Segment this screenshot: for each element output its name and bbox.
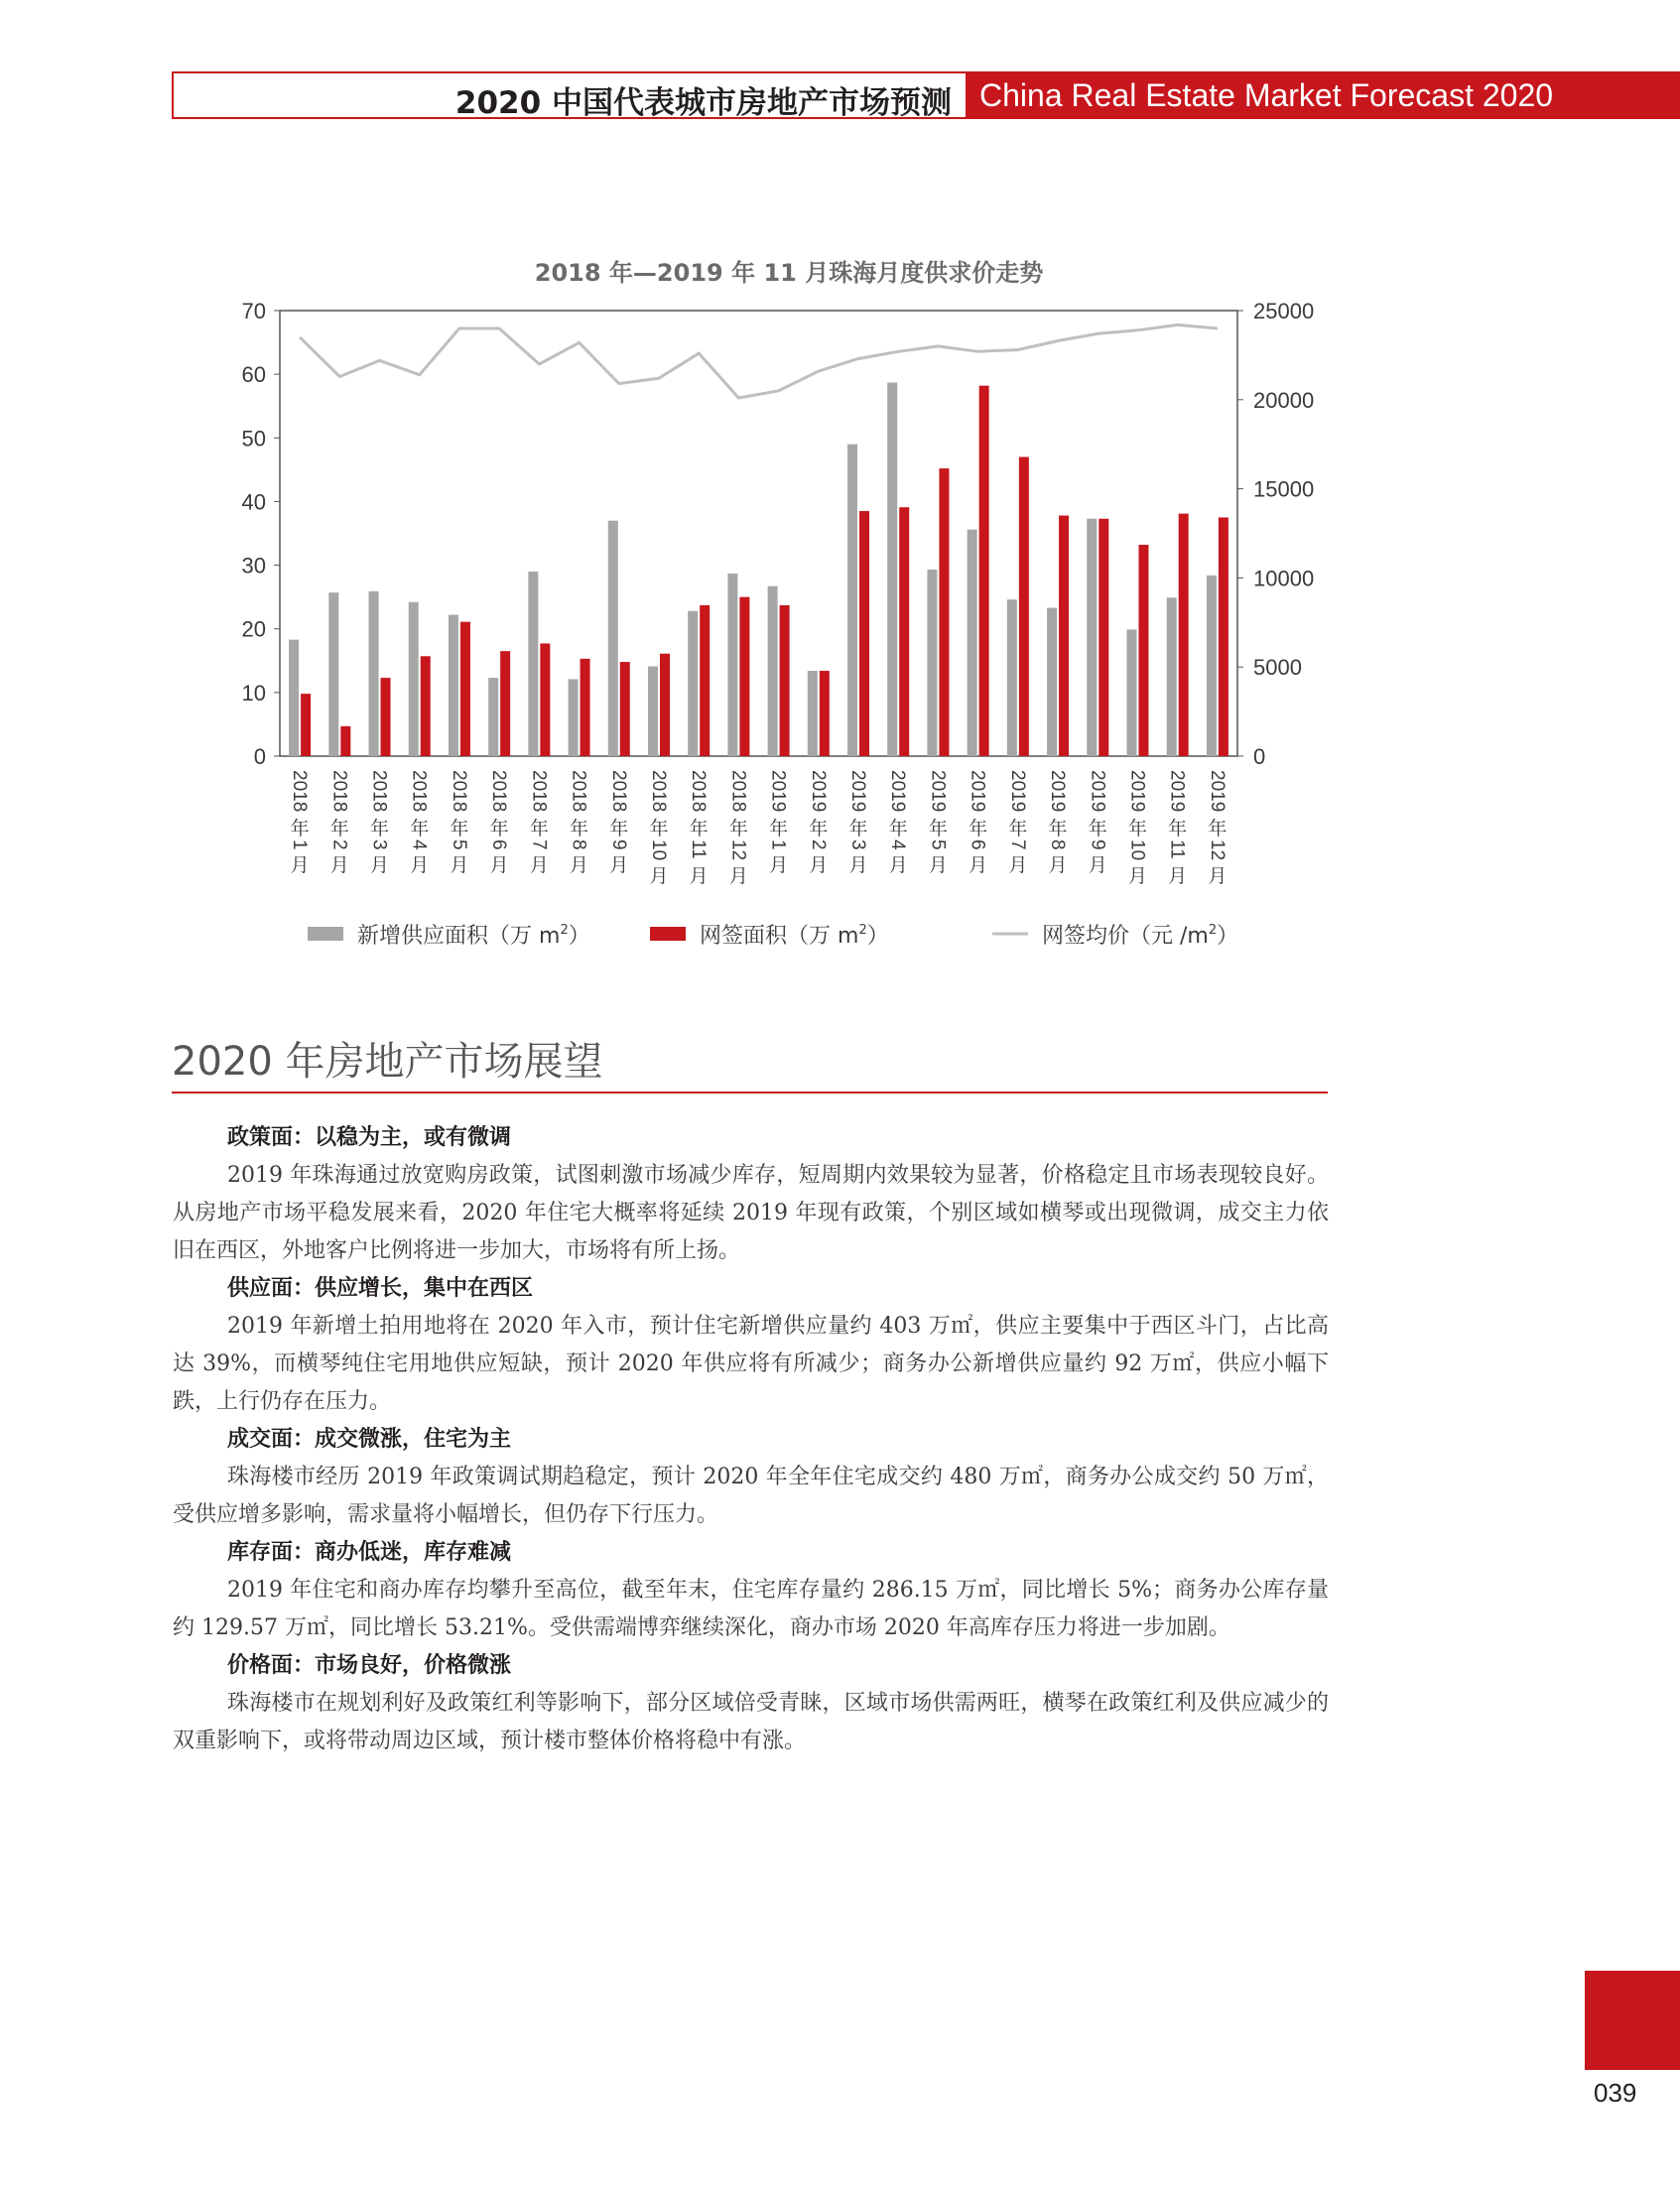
bar-signed — [620, 662, 630, 756]
bar-signed — [500, 651, 510, 756]
section-heading: 2020 年房地产市场展望 — [172, 1039, 603, 1085]
x-tick-label-char: 月 — [1168, 865, 1188, 887]
x-tick-label-num: 2019 — [847, 770, 869, 813]
x-tick-label-num: 11 — [1166, 839, 1188, 859]
x-tick-label-char: 年 — [1008, 818, 1028, 839]
x-tick-label-char: 月 — [609, 854, 629, 876]
bar-signed — [460, 622, 470, 756]
x-tick-label-char: 月 — [529, 854, 549, 876]
x-tick-label-char: 月 — [689, 865, 709, 887]
x-tick-label-char: 年 — [928, 818, 948, 839]
bar-supply — [1167, 597, 1177, 756]
x-tick-label-num: 2019 — [1206, 770, 1228, 813]
x-tick-label-char: 年 — [410, 818, 430, 839]
y-right-tick-label: 10000 — [1253, 566, 1315, 591]
y-right-tick-label: 25000 — [1253, 299, 1315, 323]
x-tick-label-num: 2019 — [1126, 770, 1148, 813]
x-tick-label-num: 2019 — [887, 770, 909, 813]
x-tick-label-num: 6 — [488, 839, 510, 850]
x-tick-label-char: 年 — [1088, 818, 1107, 839]
y-right-tick-label: 15000 — [1253, 476, 1315, 502]
line-avg-price — [300, 324, 1218, 398]
x-tick-label-char: 月 — [769, 854, 789, 876]
header-left-box — [172, 71, 966, 119]
x-tick-label-num: 7 — [1006, 839, 1028, 850]
bar-supply — [808, 671, 818, 756]
bar-signed — [979, 386, 989, 756]
x-tick-label-char: 年 — [728, 818, 748, 839]
corner-accent-block — [1585, 1971, 1680, 2070]
paragraph: 珠海楼市经历 2019 年政策调试期趋稳定，预计 2020 年全年住宅成交约 480 万㎡，商务办公成交约 50 万㎡，受供应增多影响，需求量将小幅增长，但仍存下行压力。 — [173, 1465, 1329, 1527]
x-tick-label-num: 7 — [528, 839, 550, 850]
bar-supply — [1007, 599, 1017, 756]
y-left-tick-label: 50 — [241, 426, 266, 451]
x-tick-label-char: 月 — [290, 854, 310, 876]
x-tick-label-num: 2018 — [368, 770, 390, 813]
bar-supply — [968, 530, 977, 756]
x-tick-label-char: 月 — [370, 854, 390, 876]
x-tick-label-char: 月 — [329, 854, 349, 876]
legend-label: 网签面积（万 $m^2$） — [700, 923, 889, 949]
subsection-heading: 成交面：成交微涨，住宅为主 — [227, 1427, 512, 1452]
bar-signed — [421, 656, 431, 756]
x-tick-label-num: 4 — [408, 839, 430, 850]
bar-supply — [528, 572, 538, 756]
x-tick-label-num: 2019 — [807, 770, 829, 813]
x-tick-label-num: 2018 — [448, 770, 469, 813]
x-tick-label-num: 2019 — [767, 770, 789, 813]
x-tick-label-num: 2018 — [328, 770, 350, 813]
subsection-heading: 价格面：市场良好，价格微涨 — [227, 1653, 512, 1678]
bar-supply — [488, 678, 498, 756]
bar-supply — [648, 667, 658, 756]
bar-signed — [301, 694, 311, 756]
header-title-cn: 2020 中国代表城市房地产市场预测 — [454, 85, 952, 121]
x-tick-label-num: 6 — [967, 839, 988, 850]
page-number: 039 — [1594, 2078, 1637, 2108]
x-tick-label-num: 3 — [847, 839, 869, 850]
paragraph: 珠海楼市在规划利好及政策红利等影响下，部分区域倍受青睐，区域市场供需两旺，横琴在政策红利及供应减少的双重影响下，或将带动周边区域，预计楼市整体价格将稳中有涨。 — [173, 1691, 1329, 1753]
subsection-heading: 库存面：商办低迷，库存难减 — [227, 1540, 512, 1565]
bar-supply — [1126, 629, 1136, 756]
x-tick-label-char: 月 — [809, 854, 829, 876]
x-tick-label-char: 月 — [969, 854, 988, 876]
bar-supply — [768, 586, 778, 756]
x-tick-label-num: 1 — [289, 839, 311, 850]
x-tick-label-num: 5 — [448, 839, 469, 850]
x-tick-label-char: 年 — [370, 818, 390, 839]
x-tick-label-char: 年 — [329, 818, 349, 839]
bar-signed — [1219, 517, 1228, 756]
x-tick-label-num: 2018 — [568, 770, 589, 813]
x-tick-label-char: 年 — [689, 818, 709, 839]
bar-signed — [540, 643, 550, 756]
x-tick-label-char: 月 — [570, 854, 589, 876]
x-tick-label-num: 5 — [927, 839, 949, 850]
x-tick-label-char: 年 — [570, 818, 589, 839]
x-tick-label-num: 9 — [607, 839, 629, 850]
x-tick-label-char: 月 — [848, 854, 868, 876]
bar-supply — [289, 640, 299, 756]
x-tick-label-num: 2 — [807, 839, 829, 850]
x-tick-label-char: 年 — [290, 818, 310, 839]
bar-supply — [569, 679, 579, 756]
x-tick-label-char: 年 — [529, 818, 549, 839]
bar-signed — [899, 507, 909, 756]
x-tick-label-char: 年 — [649, 818, 669, 839]
x-tick-label-char: 年 — [450, 818, 469, 839]
x-tick-label-char: 月 — [410, 854, 430, 876]
legend-label: 网签均价（元 $/m^2$） — [1042, 923, 1239, 949]
x-tick-label-char: 年 — [769, 818, 789, 839]
bar-signed — [859, 511, 869, 756]
bar-supply — [328, 592, 338, 756]
x-tick-label-num: 11 — [688, 839, 710, 859]
x-tick-label-char: 月 — [649, 865, 669, 887]
bar-signed — [381, 678, 391, 756]
bar-signed — [660, 654, 670, 756]
x-tick-label-char: 年 — [809, 818, 829, 839]
x-tick-label-num: 2019 — [927, 770, 949, 813]
x-tick-label-char: 年 — [1168, 818, 1188, 839]
x-tick-label-char: 月 — [1048, 854, 1068, 876]
header-right-band — [966, 71, 1680, 119]
chart-container — [218, 253, 1359, 967]
y-right-tick-label: 0 — [1253, 744, 1266, 769]
y-left-tick-label: 60 — [241, 362, 266, 388]
x-tick-label-num: 3 — [368, 839, 390, 850]
body-text — [173, 1119, 1329, 1760]
page-header — [172, 71, 1680, 121]
legend-label: 新增供应面积（万 $m^2$） — [357, 923, 590, 949]
bar-signed — [739, 597, 749, 756]
x-tick-label-num: 10 — [647, 839, 669, 861]
bar-supply — [449, 615, 458, 756]
bar-supply — [887, 382, 897, 756]
x-tick-label-num: 12 — [727, 839, 749, 861]
x-tick-label-char: 年 — [969, 818, 988, 839]
bar-supply — [1087, 519, 1097, 756]
bar-supply — [1207, 576, 1217, 756]
legend-swatch — [308, 927, 343, 941]
x-tick-label-char: 月 — [1127, 865, 1147, 887]
bar-signed — [939, 468, 949, 756]
bar-supply — [409, 602, 419, 756]
chart-title: 2018 年—2019 年 11 月珠海月度供求价走势 — [534, 259, 1044, 287]
x-tick-label-char: 年 — [888, 818, 908, 839]
x-tick-label-char: 月 — [728, 865, 748, 887]
bar-supply — [727, 574, 737, 756]
x-tick-label-num: 8 — [1047, 839, 1069, 850]
bar-signed — [1098, 519, 1108, 756]
bar-supply — [927, 570, 937, 756]
bar-signed — [1059, 516, 1069, 756]
paragraph: 2019 年珠海通过放宽购房政策，试图刺激市场减少库存，短周期内效果较为显著，价格稳定且市场表现较良好。从房地产市场平稳发展来看，2020 年住宅大概率将延续 2019 年现有政策，个别区域如横琴或出现微调，成交主力依旧在西区，外地客户比例将进一步加大，市场将有所上扬。 — [173, 1163, 1329, 1263]
y-left-tick-label: 20 — [241, 616, 266, 642]
y-left-tick-label: 40 — [241, 489, 266, 515]
bar-signed — [1138, 545, 1148, 756]
x-tick-label-num: 2018 — [289, 770, 311, 813]
y-left-tick-label: 70 — [241, 299, 266, 323]
x-tick-label-char: 月 — [888, 854, 908, 876]
x-tick-label-char: 年 — [848, 818, 868, 839]
x-tick-label-num: 2018 — [727, 770, 749, 813]
x-tick-label-char: 年 — [1208, 818, 1228, 839]
x-tick-label-num: 9 — [1087, 839, 1108, 850]
x-tick-label-num: 2019 — [1006, 770, 1028, 813]
y-left-tick-label: 30 — [241, 553, 266, 579]
bar-supply — [688, 611, 698, 756]
x-tick-label-char: 月 — [450, 854, 469, 876]
x-tick-label-num: 2018 — [408, 770, 430, 813]
y-left-tick-label: 0 — [253, 744, 266, 769]
x-tick-label-num: 2019 — [1166, 770, 1188, 813]
paragraph: 2019 年住宅和商办库存均攀升至高位，截至年末，住宅库存量约 286.15 万㎡，同比增长 5%；商务办公库存量约 129.57 万㎡，同比增长 53.21%。受供需端博弈继续深化，商办市场 2020 年高库存压力将进一步加剧。 — [173, 1578, 1329, 1640]
chart-svg — [218, 253, 1359, 967]
bar-signed — [780, 605, 790, 756]
subsection-heading: 供应面：供应增长，集中在西区 — [227, 1276, 534, 1301]
x-tick-label-num: 2018 — [688, 770, 710, 813]
bar-signed — [1019, 457, 1029, 756]
x-tick-label-char: 月 — [1008, 854, 1028, 876]
x-tick-label-num: 2018 — [607, 770, 629, 813]
bar-supply — [847, 445, 857, 756]
x-tick-label-num: 12 — [1206, 839, 1228, 861]
x-tick-label-char: 年 — [609, 818, 629, 839]
bar-signed — [700, 605, 710, 756]
bar-supply — [608, 521, 618, 756]
bar-supply — [1047, 608, 1057, 756]
paragraph: 2019 年新增土拍用地将在 2020 年入市，预计住宅新增供应量约 403 万㎡，供应主要集中于西区斗门，占比高达 39%，而横琴纯住宅用地供应短缺，预计 2020 年供应将有所减少；商务办公新增供应量约 92 万㎡，供应小幅下跌，上行仍存在压力。 — [173, 1314, 1329, 1414]
y-right-tick-label: 20000 — [1253, 387, 1315, 413]
x-tick-label-char: 月 — [928, 854, 948, 876]
x-tick-label-num: 2018 — [528, 770, 550, 813]
bar-signed — [820, 671, 830, 756]
x-tick-label-char: 月 — [1088, 854, 1107, 876]
header-title-en: China Real Estate Market Forecast 2020 — [979, 77, 1554, 113]
x-tick-label-num: 4 — [887, 839, 909, 850]
x-tick-label-num: 2019 — [1087, 770, 1108, 813]
x-tick-label-num: 1 — [767, 839, 789, 850]
bar-supply — [369, 591, 379, 756]
x-tick-label-char: 年 — [489, 818, 509, 839]
x-tick-label-num: 2 — [328, 839, 350, 850]
x-tick-label-num: 2019 — [967, 770, 988, 813]
subsection-heading: 政策面：以稳为主，或有微调 — [227, 1125, 512, 1150]
x-tick-label-char: 年 — [1048, 818, 1068, 839]
x-tick-label-char: 月 — [1208, 865, 1228, 887]
x-tick-label-num: 2018 — [488, 770, 510, 813]
legend-swatch — [650, 927, 686, 941]
section-divider — [172, 1092, 1328, 1094]
x-tick-label-char: 年 — [1127, 818, 1147, 839]
bar-signed — [340, 726, 350, 756]
x-tick-label-num: 10 — [1126, 839, 1148, 861]
x-tick-label-char: 月 — [489, 854, 509, 876]
x-tick-label-num: 8 — [568, 839, 589, 850]
y-right-tick-label: 5000 — [1253, 655, 1302, 681]
bar-signed — [581, 659, 590, 756]
x-tick-label-num: 2019 — [1047, 770, 1069, 813]
y-left-tick-label: 10 — [241, 680, 266, 706]
x-tick-label-num: 2018 — [647, 770, 669, 813]
bar-signed — [1179, 514, 1189, 756]
